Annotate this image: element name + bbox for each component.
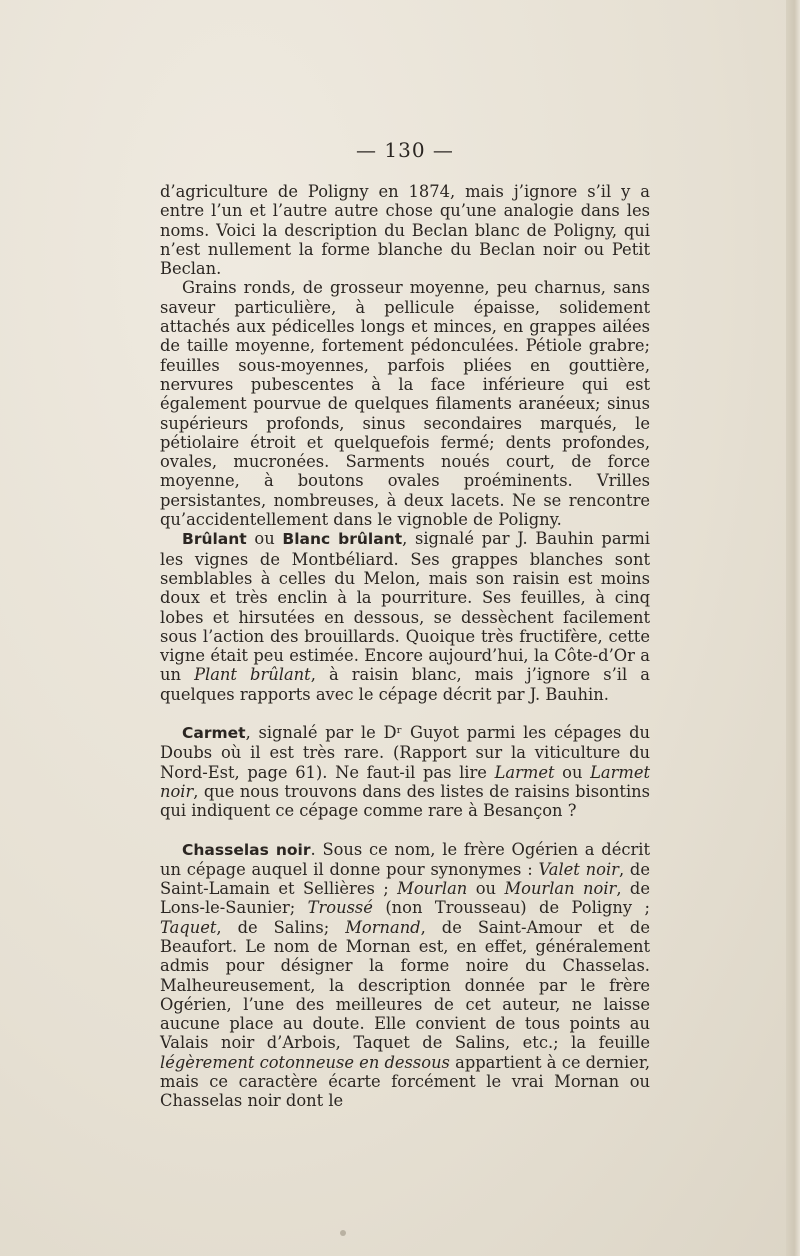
italic-mourlan-noir: Mourlan noir [504, 879, 617, 899]
paragraph-carmet [160, 723, 650, 820]
paragraph-continuation: d’agriculture de Poligny en 1874, mais j’ignore s’il y a entre l’un et l’autre autre chose qu’une analogie dans les noms. Voici la description du Beclan blanc de Poligny, qui n’est nullement la forme blanche du Beclan noir ou Petit Beclan. [160, 182, 650, 279]
page-edge [786, 0, 800, 1256]
paragraph-beclan-description: Grains ronds, de grosseur moyenne, peu charnus, sans saveur particulière, à pellicule épaisse, solidement attachés aux pédicelles longs et minces, en grappes ailées de taille moyenne, fortement pédonculées. Pétiole grabre; feuilles sous-moyennes, parfois pliées en gouttière, nervures pubescentes à la face inférieure qui est également pourvue de quelques filaments aranéeux; sinus supérieurs profonds, sinus secondaires marqués, le pétiolaire étroit et quelquefois fermé; dents profondes, ovales, mucronées. Sarments noués court, de force moyenne, à boutons ovales proéminents. Vrilles persistantes, nombreuses, à deux lacets. Ne se rencontre qu’accidentellement dans le vignoble de Poligny. [160, 278, 650, 530]
italic-mornand: Mornand [345, 917, 421, 937]
italic-larmet: Larmet [494, 762, 555, 782]
text-fragment: , que nous trouvons dans des listes de raisins bisontins qui indiquent ce cépage comme rare à Besançon ? [160, 781, 650, 821]
term-chasselas-noir: Chasselas noir [182, 840, 311, 859]
italic-taquet: Taquet [160, 917, 217, 937]
text-fragment: appartient à ce dernier, mais ce caractère écarte forcément le vrai Mornan ou Chasselas noir dont le [160, 1052, 650, 1111]
italic-larmet-noir: Larmet noir [160, 762, 651, 801]
text-fragment: , signalé par J. Bauhin parmi les vignes de Montbéliard. Ses grappes blanches sont semblables à celles du Melon, mais son raisin est moins doux et très enclin à la pourriture. Ses feuilles, à cinq lobes et hirsutées en dessous, se dessèchent facilement sous l’action des brouillards. Quoique très fructifère, cette vigne était peu estimée. Encore aujourd’hui, la Côte-d’Or a un [160, 529, 650, 685]
text-fragment: . Sous ce nom, le frère Ogérien a décrit un cépage auquel il donne pour synonymes : [160, 839, 650, 879]
italic-mourlan: Mourlan [397, 879, 468, 899]
text-fragment: , signalé par le Dʳ Guyot parmi les cépages du Doubs où il est très rare. (Rapport sur la viticulture du Nord-Est, page 61). Ne faut-il pas lire [160, 723, 650, 782]
paragraph-brulant [160, 529, 650, 704]
text-fragment: ou [246, 529, 283, 549]
italic-trousse: Troussé [307, 898, 373, 918]
term-brulant: Brûlant [182, 530, 247, 549]
paragraph-chasselas-noir [160, 840, 650, 1111]
page-number: — 130 — [356, 138, 454, 162]
text-fragment: , de Saint-Lamain et Sellières ; [160, 859, 650, 899]
italic-plant-brulant: Plant brûlant [194, 665, 311, 685]
text-fragment: , de Lons-le-Saunier; [160, 879, 650, 918]
text-fragment: (non Trousseau) de Poligny ; [372, 898, 650, 918]
term-blanc-brulant: Blanc brûlant [282, 530, 403, 549]
text-fragment: , de Salins; [216, 917, 346, 937]
text-fragment: ou [467, 879, 505, 899]
page-text [160, 138, 650, 1111]
text-fragment: , de Saint-Amour et de Beaufort. Le nom de Mornan est, en effet, généralement admis pour désigner la forme noire du Chasselas. Malheureusement, la description donnée par le frère Ogérien, l’une des meilleures de cet auteur, ne laisse aucune place au doute. Elle convient de tous points au Valais noir d’Arbois, Taquet de Salins, etc.; la feuille [160, 917, 650, 1053]
italic-valet-noir: Valet noir [538, 859, 619, 879]
term-carmet: Carmet [182, 724, 246, 743]
text-fragment: ou [554, 762, 591, 782]
text-fragment: , à raisin blanc, mais j’ignore s’il a quelques rapports avec le cépage décrit par J. Bauhin. [160, 665, 650, 704]
paper-speck [340, 1230, 346, 1236]
italic-cotonneuse: légèrement cotonneuse en dessous [160, 1052, 450, 1072]
